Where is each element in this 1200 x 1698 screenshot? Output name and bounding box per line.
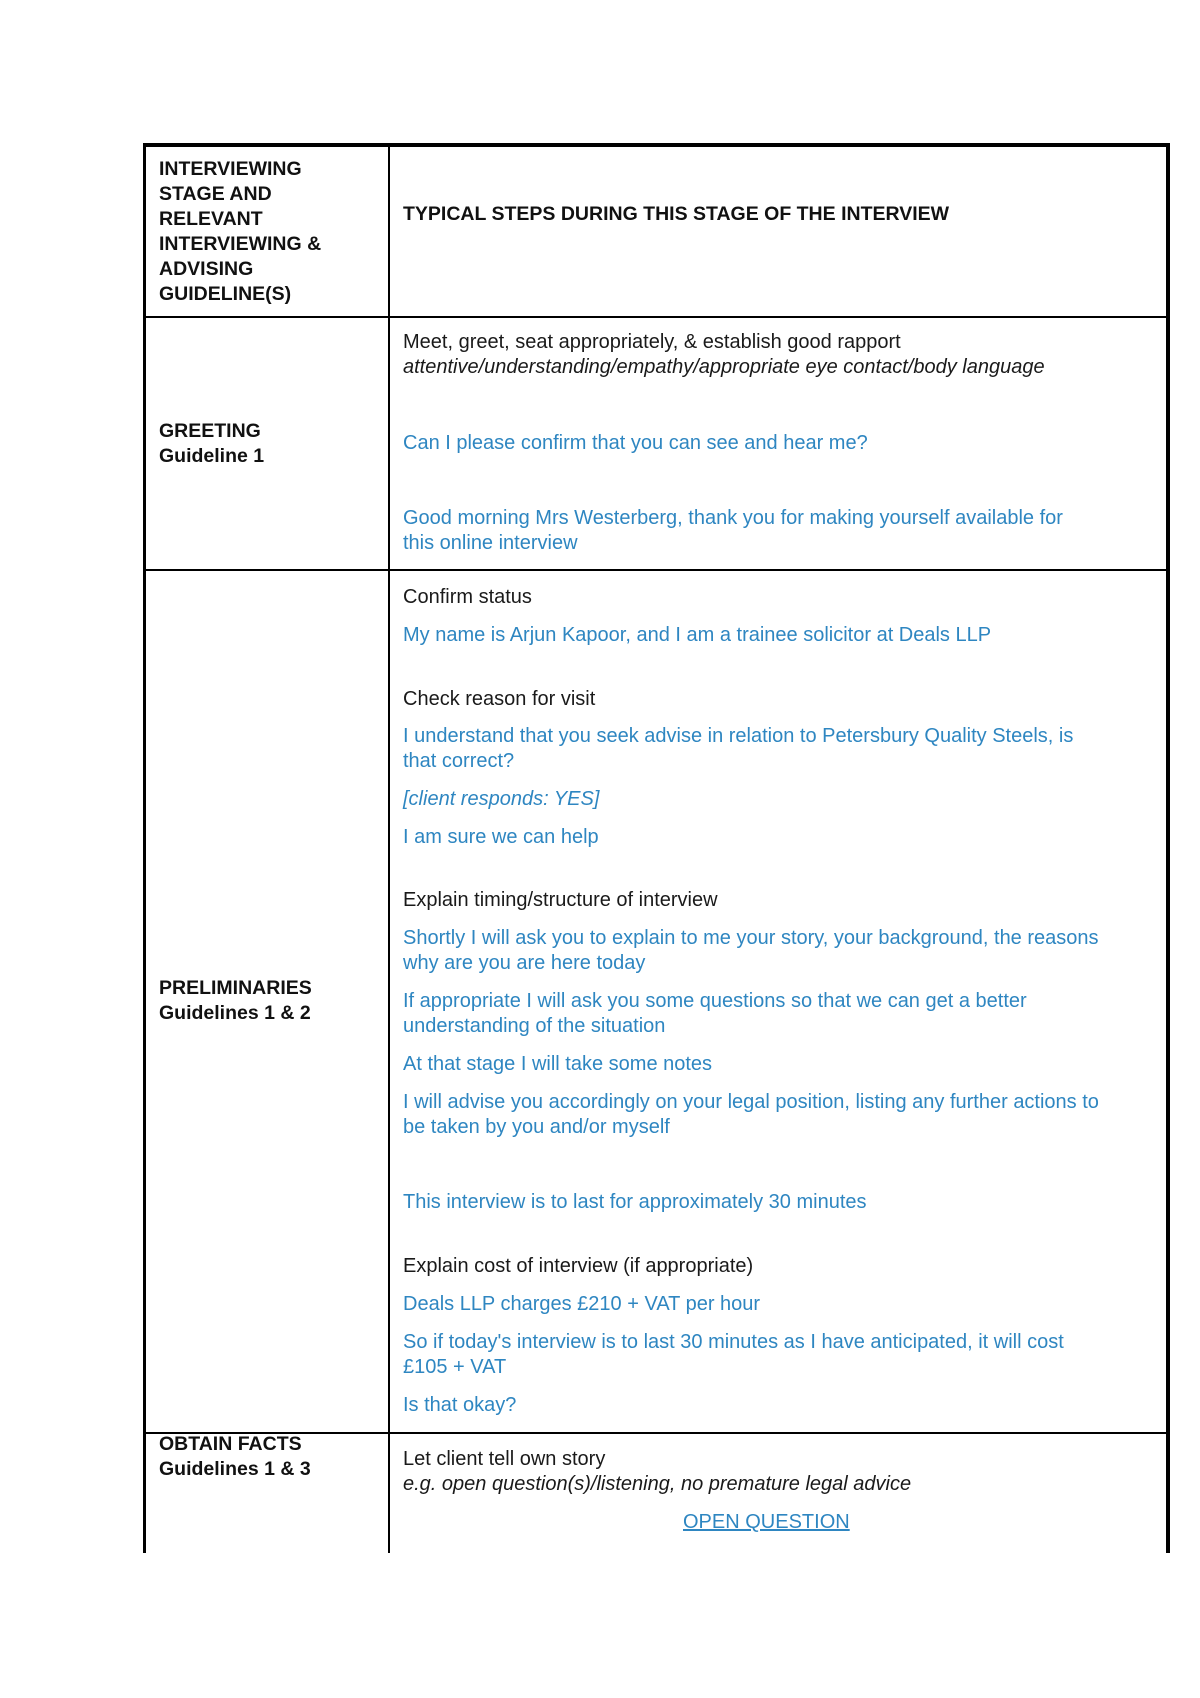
is-that-okay: Is that okay? bbox=[403, 1394, 517, 1416]
table-border-right bbox=[1166, 143, 1170, 1553]
obtain-facts-stage-title: OBTAIN FACTS bbox=[159, 1433, 302, 1455]
header-left-line: RELEVANT bbox=[159, 208, 263, 230]
obtain-facts-step: Let client tell own story bbox=[403, 1448, 606, 1470]
advise-line-1: I will advise you accordingly on your legal position, listing any further actions to bbox=[403, 1091, 1099, 1113]
take-notes: At that stage I will take some notes bbox=[403, 1053, 713, 1075]
header-left-line: GUIDELINE(S) bbox=[159, 283, 292, 305]
obtain-facts-guideline: Guidelines 1 & 3 bbox=[159, 1458, 311, 1480]
table-border-left bbox=[143, 143, 146, 1553]
shortly-line-1: Shortly I will ask you to explain to me your story, your background, the reasons bbox=[403, 927, 1099, 949]
greeting-stage-title: GREETING bbox=[159, 420, 261, 442]
name-statement: My name is Arjun Kapoor, and I am a trainee solicitor at Deals LLP bbox=[403, 624, 992, 646]
client-response: [client responds: YES] bbox=[403, 788, 600, 810]
table-border-top bbox=[143, 143, 1169, 147]
column-divider bbox=[388, 146, 390, 1553]
obtain-facts-stage-cell bbox=[159, 1432, 311, 1482]
preliminaries-guideline: Guidelines 1 & 2 bbox=[159, 1002, 311, 1024]
greeting-stage-cell bbox=[159, 419, 264, 469]
open-question-link[interactable]: OPEN QUESTION bbox=[683, 1511, 850, 1533]
sure-help: I am sure we can help bbox=[403, 826, 599, 848]
charges: Deals LLP charges £210 + VAT per hour bbox=[403, 1293, 761, 1315]
header-right-label: TYPICAL STEPS DURING THIS STAGE OF THE INTERVIEW bbox=[403, 203, 950, 225]
check-reason: Check reason for visit bbox=[403, 688, 596, 710]
preliminaries-stage-cell bbox=[159, 976, 312, 1026]
greeting-guideline: Guideline 1 bbox=[159, 445, 265, 467]
advise-line-2: be taken by you and/or myself bbox=[403, 1116, 670, 1138]
cost-line-1: So if today's interview is to last 30 minutes as I have anticipated, it will cost bbox=[403, 1331, 1064, 1353]
reason-line-2: that correct? bbox=[403, 750, 515, 772]
row-divider-greeting bbox=[143, 569, 1169, 571]
greeting-question-2-line-1: Good morning Mrs Westerberg, thank you for making yourself available for bbox=[403, 507, 1063, 529]
appropriate-line-2: understanding of the situation bbox=[403, 1015, 666, 1037]
explain-cost: Explain cost of interview (if appropriate) bbox=[403, 1255, 754, 1277]
confirm-status: Confirm status bbox=[403, 586, 532, 608]
header-left-line: INTERVIEWING & bbox=[159, 233, 322, 255]
duration: This interview is to last for approximately 30 minutes bbox=[403, 1191, 867, 1213]
cost-line-2: £105 + VAT bbox=[403, 1356, 507, 1378]
header-left-label bbox=[159, 157, 321, 307]
header-left-line: ADVISING bbox=[159, 258, 254, 280]
appropriate-line-1: If appropriate I will ask you some questions so that we can get a better bbox=[403, 990, 1027, 1012]
preliminaries-stage-title: PRELIMINARIES bbox=[159, 977, 312, 999]
greeting-step: Meet, greet, seat appropriately, & establish good rapport bbox=[403, 331, 901, 353]
reason-line-1: I understand that you seek advise in relation to Petersbury Quality Steels, is bbox=[403, 725, 1074, 747]
shortly-line-2: why are you are here today bbox=[403, 952, 646, 974]
explain-timing: Explain timing/structure of interview bbox=[403, 889, 718, 911]
row-divider-header bbox=[143, 316, 1169, 318]
header-left-line: STAGE AND bbox=[159, 183, 272, 205]
header-left-line: INTERVIEWING bbox=[159, 158, 302, 180]
greeting-note: attentive/understanding/empathy/appropriate eye contact/body language bbox=[403, 356, 1045, 378]
greeting-question-2-line-2: this online interview bbox=[403, 532, 578, 554]
obtain-facts-note: e.g. open question(s)/listening, no premature legal advice bbox=[403, 1473, 912, 1495]
greeting-question-1: Can I please confirm that you can see and hear me? bbox=[403, 432, 868, 454]
